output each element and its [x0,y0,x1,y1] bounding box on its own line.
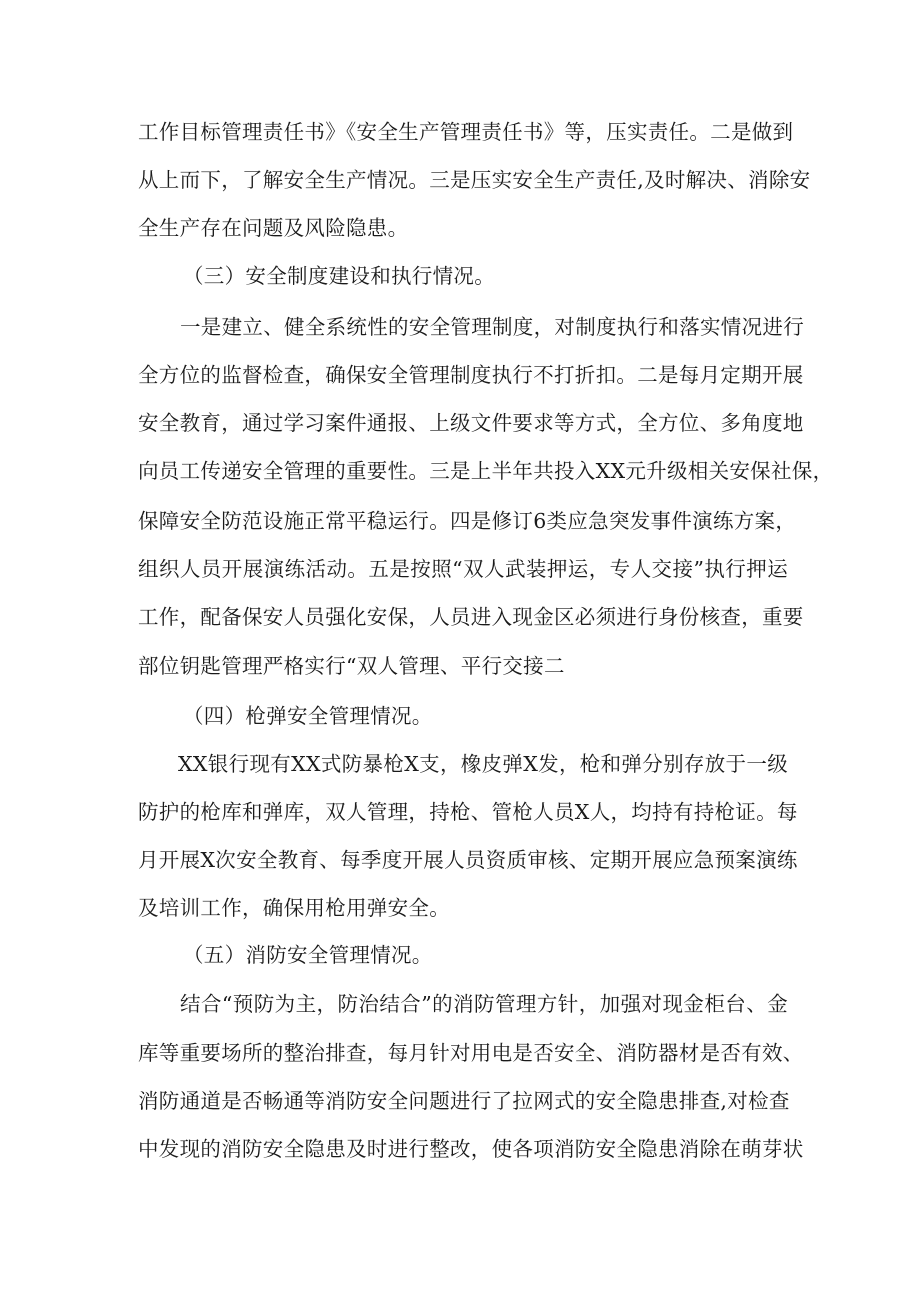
body-text-line: 部位钥匙管理严格实行“双人管理、平行交接二 [138,654,565,678]
body-text-line: 月开展X次安全教育、每季度开展人员资质审核、定期开展应急预案演练 [138,848,798,872]
body-text-line: 全生产存在问题及风险隐患。 [138,216,409,240]
body-text-line: 库等重要场所的整治排查，每月针对用电是否安全、消防器材是否有效、 [138,1041,804,1065]
section-heading: （四）枪弹安全管理情况。 [183,704,433,728]
body-text-line: 工作，配备保安人员强化安保，人员进入现金区必须进行身份核查，重要 [138,605,804,629]
body-text-line: 从上而下，了解安全生产情况。三是压实安全生产责任,及时解决、消除安 [138,168,811,192]
body-text-line: 安全教育，通过学习案件通报、上级文件要求等方式，全方位、多角度地 [138,411,804,435]
body-text-line: 一是建立、健全系统性的安全管理制度，对制度执行和落实情况进行 [180,315,804,339]
body-text-line: 结合“预防为主，防治结合”的消防管理方针，加强对现金柜台、金 [180,992,788,1016]
body-text-line: 中发现的消防安全隐患及时进行整改，使各项消防安全隐患消除在萌芽状 [138,1137,804,1161]
section-heading: （三）安全制度建设和执行情况。 [183,264,495,288]
body-text-line: 全方位的监督检查，确保安全管理制度执行不打折扣。二是每月定期开展 [138,363,804,387]
body-text-line: 工作目标管理责任书》《安全生产管理责任书》等，压实责任。二是做到 [138,120,794,144]
section-heading: （五）消防安全管理情况。 [183,943,433,967]
body-text-line: XX银行现有XX式防暴枪X支，橡皮弹X发，枪和弹分别存放于一级 [178,752,788,776]
body-text-line: 向员工传递安全管理的重要性。三是上半年共投入XX元升级相关安保社保， [138,459,834,483]
body-text-line: 消防通道是否畅通等消防安全问题进行了拉网式的安全隐患排查,对检查 [138,1089,790,1113]
body-text-line: 防护的枪库和弹库，双人管理，持枪、管枪人员X人，均持有持枪证。每 [138,800,798,824]
body-text-line: 及培训工作，确保用枪用弹安全。 [138,896,450,920]
body-text-line: 组织人员开展演练活动。五是按照“双人武装押运，专人交接”执行押运 [138,557,788,581]
body-text-line: 保障安全防范设施正常平稳运行。四是修订6类应急突发事件演练方案， [138,509,797,533]
